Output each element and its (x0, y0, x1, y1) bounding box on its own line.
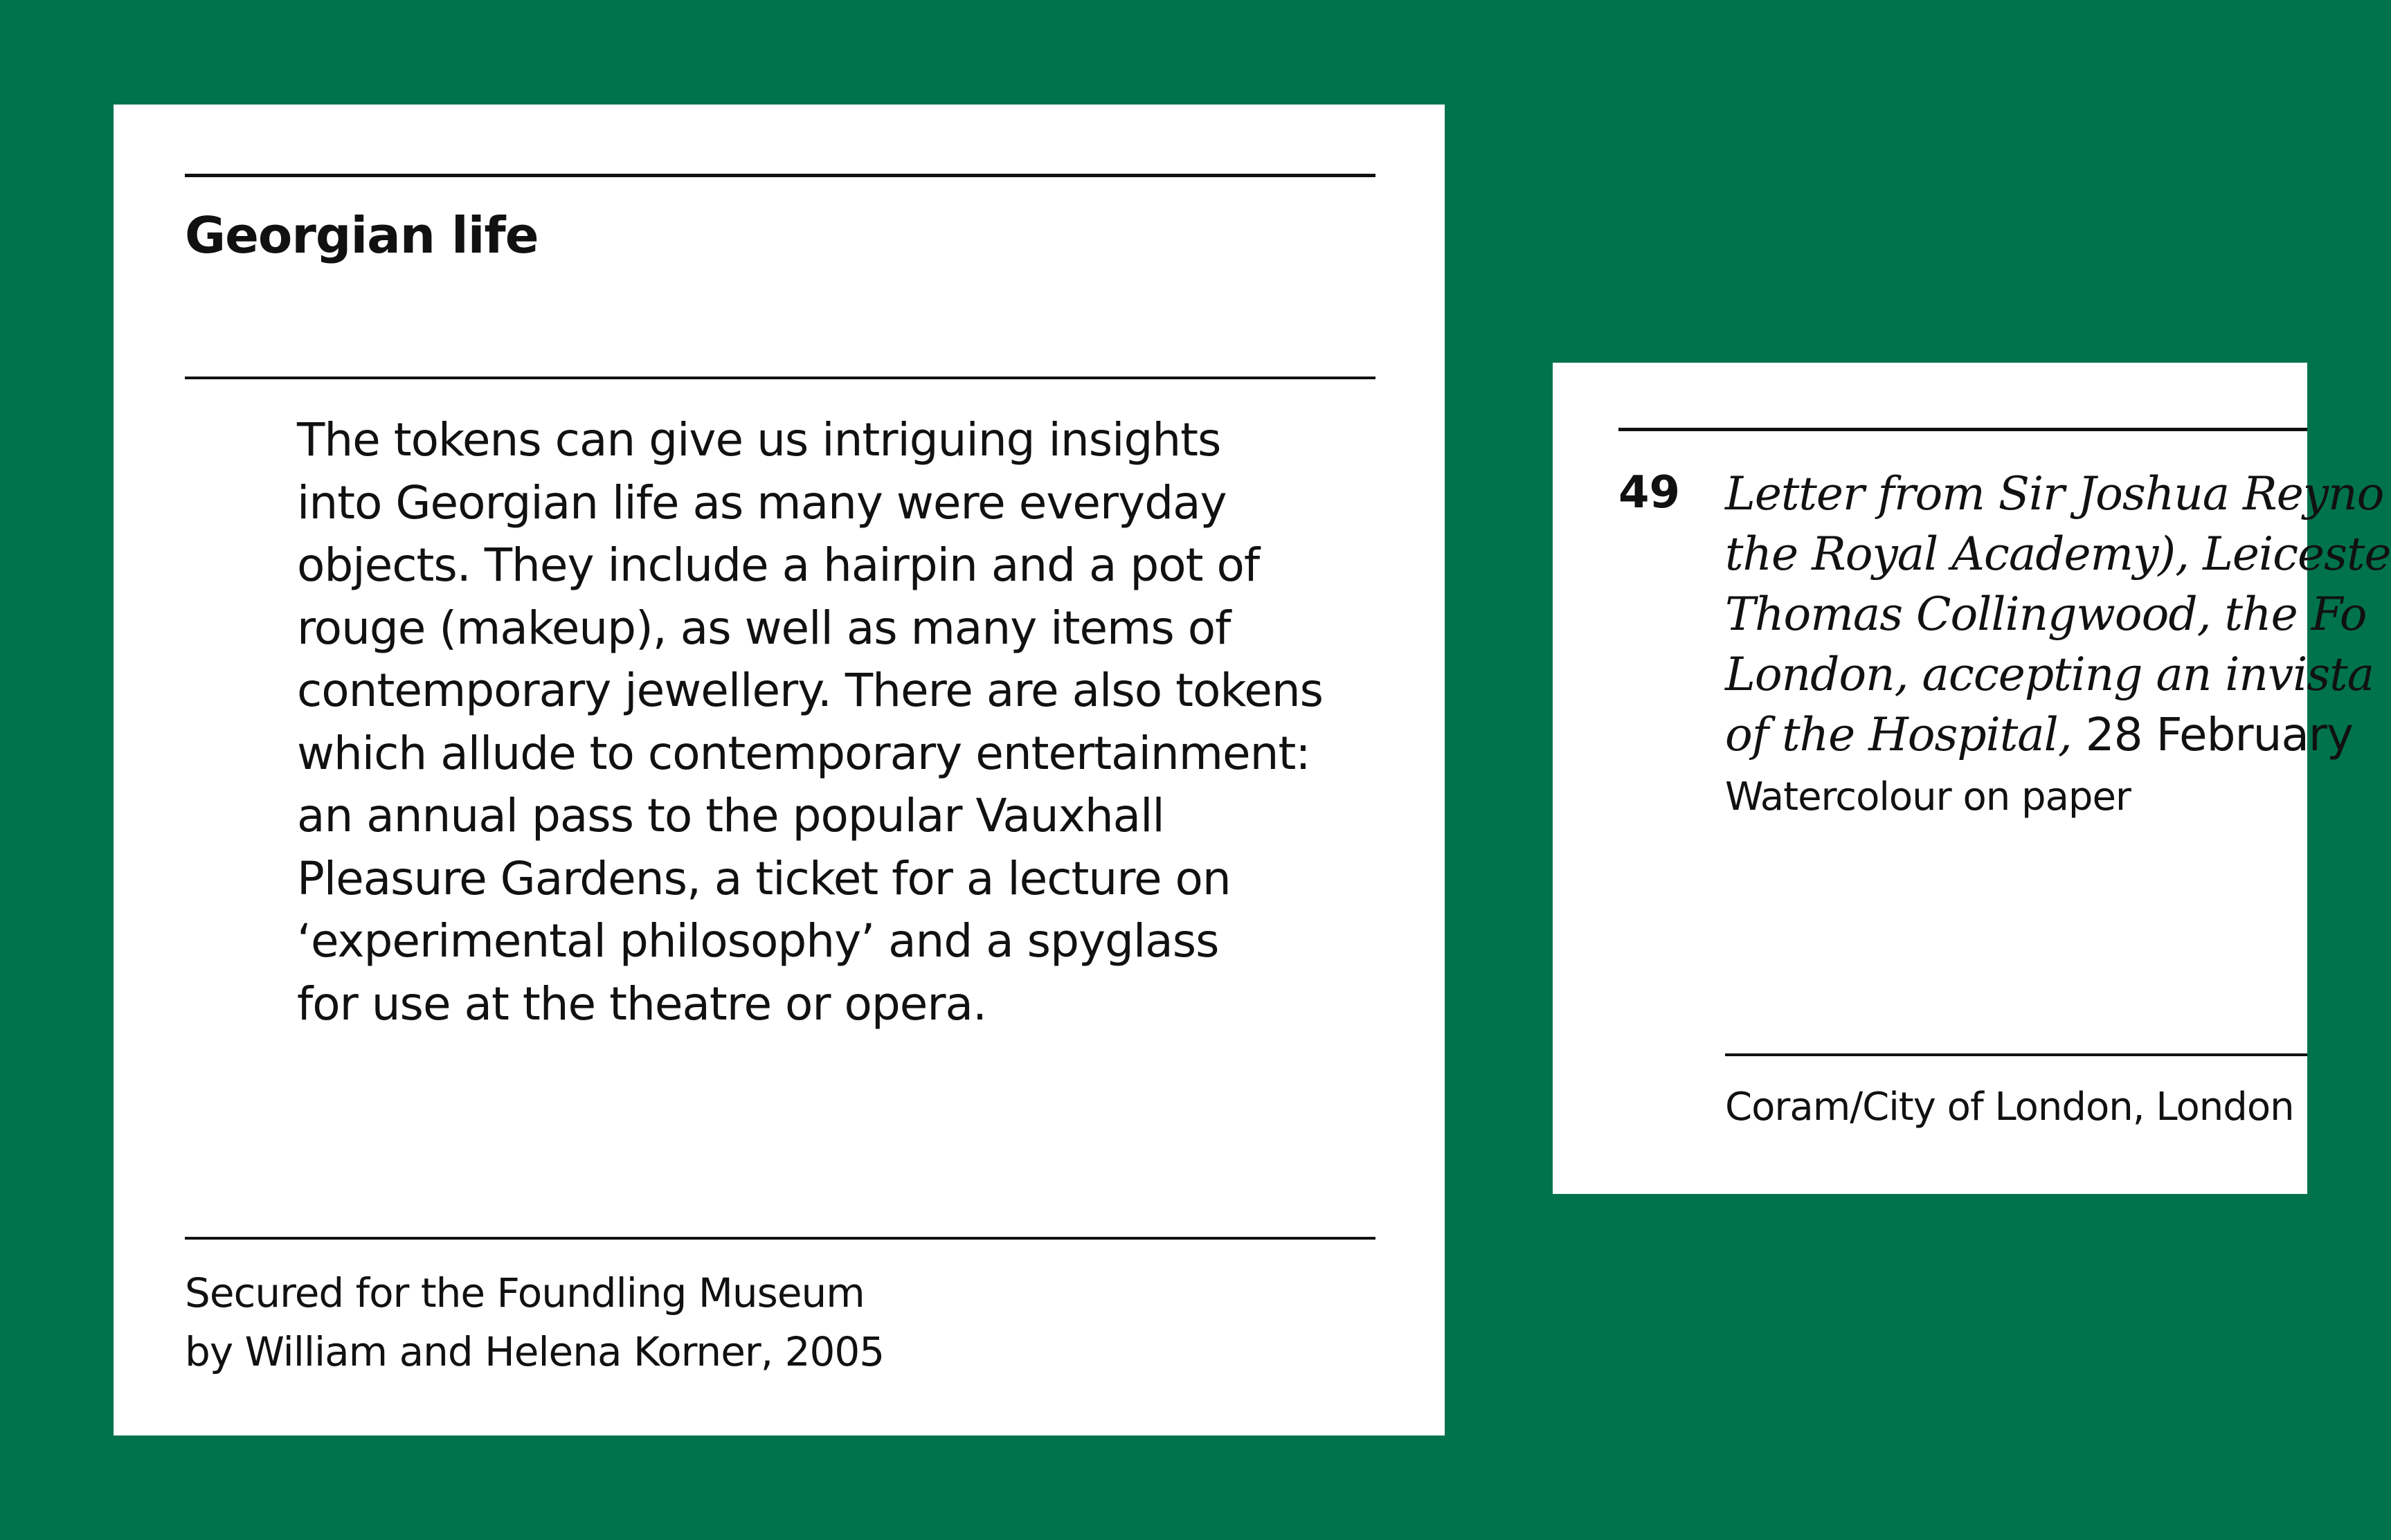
entry-title (1725, 464, 2391, 765)
right-label-card (1553, 363, 2391, 1194)
top-rule (185, 174, 1375, 177)
body-line: ‘experimental philosophy’ and a spyglass (297, 914, 1219, 968)
title-line: Letter from Sir Joshua Reyno (1725, 467, 2384, 520)
credit-rule (185, 1237, 1375, 1240)
location-rule (1725, 1053, 2307, 1056)
title-line: London, accepting an invista (1725, 648, 2374, 701)
credit-line: by William and Helena Korner, 2005 (185, 1328, 885, 1375)
location-text: Coram/City of London, London (1725, 1085, 2294, 1130)
body-line: for use at the theatre or opera. (297, 977, 986, 1031)
title-line: of the Hospital, (1725, 708, 2072, 761)
body-line: an annual pass to the popular Vauxhall (297, 789, 1164, 842)
body-line: The tokens can give us intriguing insights (297, 413, 1221, 466)
body-line: contemporary jewellery. There are also tokens (297, 664, 1324, 717)
credit-text (185, 1264, 884, 1382)
body-line: rouge (makeup), as well as many items of (297, 601, 1231, 655)
credit-line: Secured for the Foundling Museum (185, 1269, 865, 1316)
body-line: objects. They include a hairpin and a pot of (297, 538, 1260, 592)
body-line: Pleasure Gardens, a ticket for a lecture on (297, 851, 1231, 905)
body-line: which allude to contemporary entertainment: (297, 726, 1310, 780)
item-number: 49 (1618, 467, 1681, 518)
heading-rule (185, 377, 1375, 379)
medium-text: Watercolour on paper (1725, 774, 2131, 819)
top-rule (1618, 428, 2307, 431)
body-text (297, 409, 1323, 1035)
body-line: into Georgian life as many were everyday (297, 475, 1227, 529)
section-heading: Georgian life (185, 206, 539, 264)
title-line-last (1725, 705, 2391, 765)
date-text: 28 February (2071, 708, 2354, 761)
title-line: Thomas Collingwood, the Fo (1725, 588, 2367, 641)
left-label-card (114, 105, 1445, 1435)
title-line: the Royal Academy), Leiceste (1725, 527, 2391, 581)
